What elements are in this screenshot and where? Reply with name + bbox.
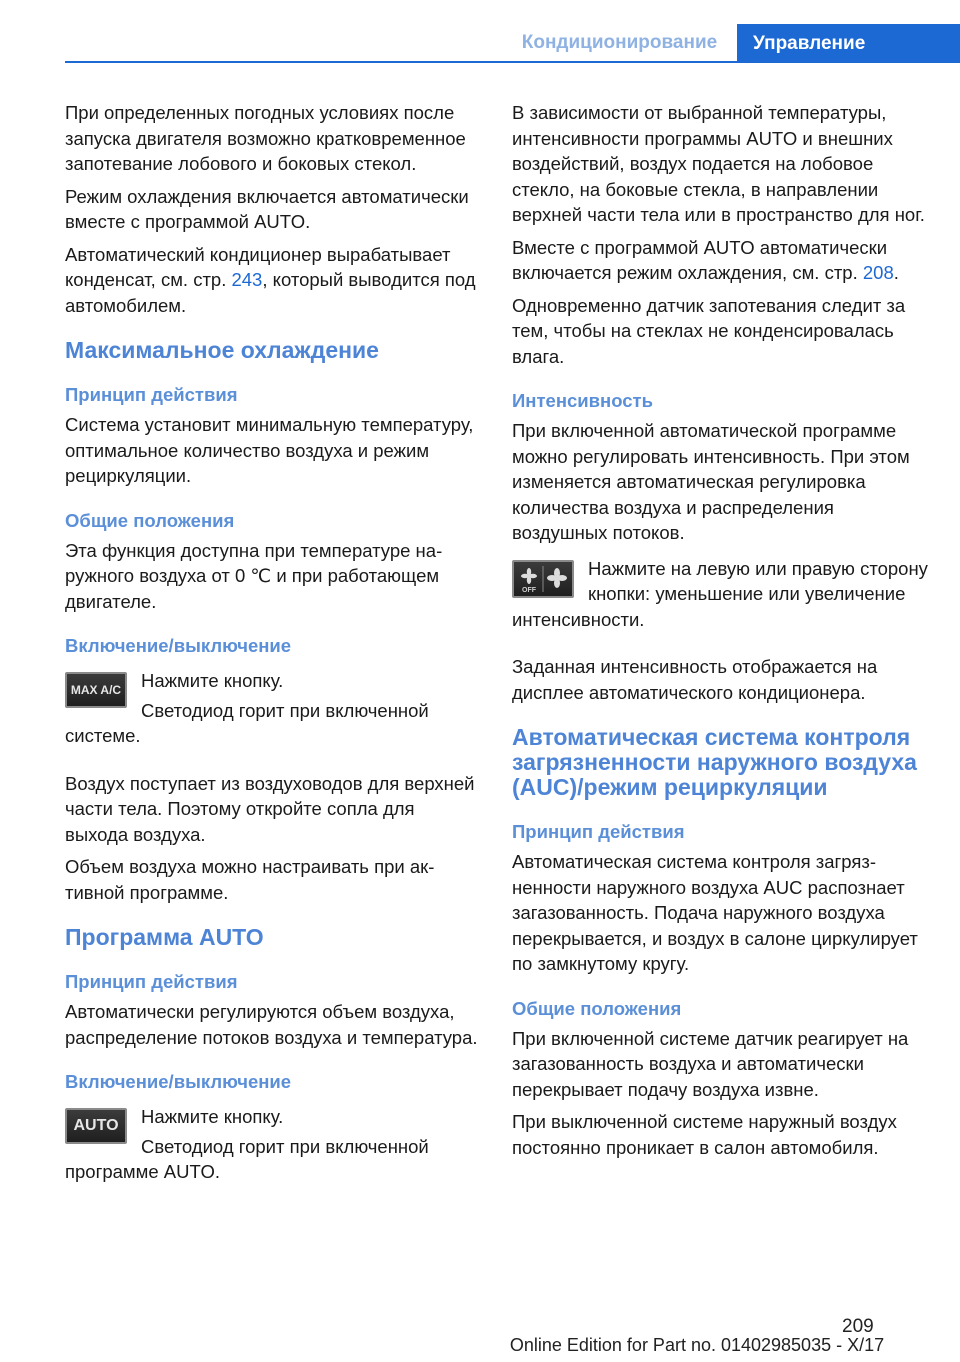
paragraph-text: , который выводится под автомобилем.	[65, 269, 476, 316]
right-column	[512, 100, 930, 1167]
paragraph: Автоматически регулируются объем воздуха, распределение потоков воздуха и температура.	[65, 1001, 478, 1048]
instruction-text: Нажмите кнопку.	[141, 1106, 284, 1127]
intensity-instruction	[512, 556, 930, 637]
paragraph: В зависимости от выбранной температуры, интенсивности программы AUTO и внешних воздействий, воздух подается на лобовое стекло, на боковые стекла, в направлении верхней части тела или в пространство для ног.	[512, 102, 925, 225]
paragraph	[65, 242, 480, 319]
heading-auc: Автоматическая система контроля загрязненности наружного воздуха (AUC)/режим рециркуляции	[512, 724, 917, 800]
page-link-208[interactable]: 208	[862, 262, 894, 283]
paragraph: Одновременно датчик запотевания следит за тем, чтобы на стеклах не конденсировалась влага.	[512, 294, 906, 367]
fan-icon	[514, 562, 572, 596]
subheading-on-off: Включение/выключение	[65, 635, 292, 656]
paragraph: При выключенной системе наружный воздух постоянно проникает в салон автомобиля.	[512, 1111, 897, 1158]
header-rule	[65, 61, 960, 63]
max-ac-instruction	[65, 668, 480, 753]
paragraph: Объем воздуха можно настраивать при активной программе.	[65, 856, 435, 903]
edition-footer: Online Edition for Part no. 01402985035 - X/17	[509, 1335, 885, 1355]
fan-off-label: OFF	[522, 586, 536, 594]
paragraph: Воздух поступает из воздуховодов для верхней части тела. Поэтому откройте сопла для выхода воздуха.	[65, 772, 475, 845]
subheading-intensity: Интенсивность	[512, 390, 653, 411]
paragraph	[512, 235, 930, 286]
header-section-title: Кондиционирование	[521, 31, 718, 53]
subheading-principle: Принцип действия	[65, 971, 238, 992]
paragraph: При определенных погодных условиях после запуска двигателя возможно кратковременное запотевание лобового и боковых стекол.	[65, 102, 466, 174]
instruction-text: Нажмите на левую или правую сторону кнопки: уменьшение или увеличение интенсивности.	[512, 557, 928, 630]
auto-button-icon: AUTO	[65, 1108, 127, 1144]
auto-instruction	[65, 1104, 480, 1189]
paragraph: При включенной автоматической программе можно регулировать интенсивность. При этом изменяется автоматическая регулировка количества воздуха и распределения воздушных потоков.	[512, 420, 910, 543]
paragraph-text: Автоматический кондиционер вырабатывает конденсат, см. стр.	[65, 243, 451, 290]
paragraph-text: Вместе с программой AUTO автоматически включается режим охлаждения, см. стр.	[512, 236, 888, 283]
paragraph: Заданная интенсивность отображается на дисплее автоматического кондиционера.	[512, 656, 878, 703]
paragraph: При включенной системе датчик реагирует на загазованность воздуха и автоматически перекрывает подачу воздуха извне.	[512, 1027, 909, 1100]
instruction-text: Нажмите кнопку.	[141, 670, 284, 691]
heading-max-cooling: Максимальное охлаждение	[65, 337, 379, 363]
instruction-text: Светодиод горит при включенной системе.	[65, 699, 429, 746]
fan-intensity-button-icon	[512, 560, 574, 598]
header-chapter-tab: Управление	[737, 24, 960, 63]
page-number: 209	[842, 1316, 874, 1337]
paragraph: Режим охлаждения включается автоматически вместе с программой AUTO.	[65, 185, 469, 232]
max-ac-button-icon: MAX A/C	[65, 672, 127, 708]
paragraph-text: .	[893, 262, 899, 283]
paragraph: Эта функция доступна при температуре наружного воздуха от 0 ℃ и при работающем двигателе.	[65, 539, 443, 612]
page-link-243[interactable]: 243	[231, 269, 263, 290]
subheading-on-off: Включение/выключение	[65, 1071, 292, 1092]
subheading-general: Общие положения	[65, 509, 235, 531]
subheading-principle: Принцип действия	[512, 821, 685, 842]
instruction-text: Светодиод горит при включенной программе AUTO.	[65, 1135, 429, 1182]
subheading-principle: Принцип действия	[65, 384, 238, 405]
left-column	[65, 100, 480, 1207]
paragraph: Система установит минимальную температуру, оптимальное количество воздуха и режим рециркуляции.	[65, 414, 474, 486]
paragraph: Автоматическая система контроля загрязненности наружного воздуха AUC распознает загазованность. Подача наружного воздуха перекрывается, и воздух в салоне циркулирует по замкнутому кругу.	[512, 851, 918, 974]
heading-auto-program: Программа AUTO	[65, 924, 264, 950]
subheading-general: Общие положения	[512, 997, 682, 1019]
